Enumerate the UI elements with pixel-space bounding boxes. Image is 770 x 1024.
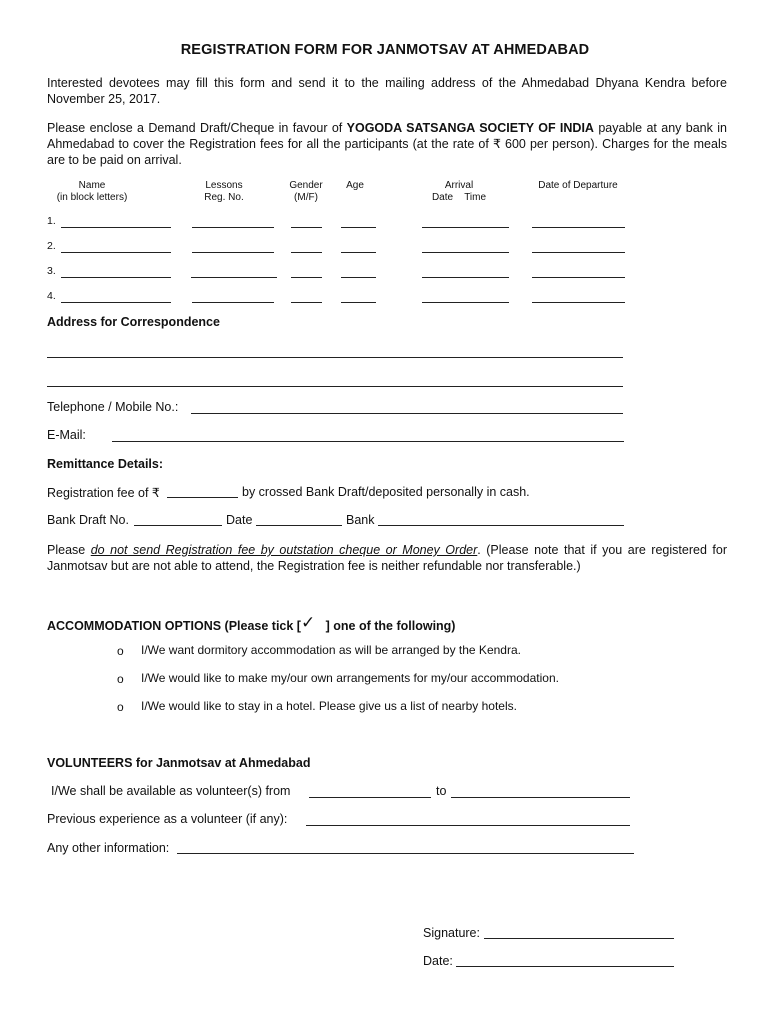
accommodation-option-own: I/We would like to make my/our own arrangements for my/our accommodation. (141, 671, 559, 685)
name-field[interactable] (61, 277, 171, 278)
departure-field[interactable] (532, 252, 625, 253)
accommodation-option-dormitory: I/We want dormitory accommodation as will be arranged by the Kendra. (141, 643, 521, 657)
gender-field[interactable] (291, 252, 322, 253)
volunteers-heading: VOLUNTEERS for Janmotsav at Ahmedabad (47, 756, 311, 770)
col-arrival: Arrival Date Time (431, 180, 487, 203)
lessons-field[interactable] (192, 227, 274, 228)
age-field[interactable] (341, 277, 376, 278)
available-to-label: to (436, 784, 447, 798)
other-info-field[interactable] (177, 853, 634, 854)
arrival-field[interactable] (422, 227, 509, 228)
option-bullet[interactable]: o (117, 700, 124, 714)
draft-date-field[interactable] (256, 525, 342, 526)
col-name: Name (in block letters) (56, 180, 128, 203)
date-field[interactable] (456, 966, 674, 967)
row-number: 1. (47, 215, 56, 227)
address-line-1[interactable] (47, 357, 623, 358)
age-field[interactable] (341, 227, 376, 228)
email-label: E-Mail: (47, 428, 86, 442)
date-label: Date: (423, 954, 453, 968)
name-field[interactable] (61, 302, 171, 303)
row-number: 3. (47, 265, 56, 277)
telephone-field[interactable] (191, 413, 623, 414)
experience-field[interactable] (306, 825, 630, 826)
address-heading: Address for Correspondence (47, 315, 220, 329)
address-line-2[interactable] (47, 386, 623, 387)
row-number: 2. (47, 240, 56, 252)
available-label: I/We shall be available as volunteer(s) from (51, 784, 291, 798)
other-info-label: Any other information: (47, 841, 170, 855)
row-number: 4. (47, 290, 56, 302)
org-name: YOGODA SATSANGA SOCIETY OF INDIA (346, 121, 594, 135)
arrival-field[interactable] (422, 302, 509, 303)
accommodation-heading: ACCOMMODATION OPTIONS (Please tick [✓ ] one of the following) (47, 613, 456, 633)
signature-field[interactable] (484, 938, 674, 939)
fee-field[interactable] (167, 497, 238, 498)
available-to-field[interactable] (451, 797, 630, 798)
gender-field[interactable] (291, 277, 322, 278)
arrival-field[interactable] (422, 252, 509, 253)
name-field[interactable] (61, 252, 171, 253)
experience-label: Previous experience as a volunteer (if any): (47, 812, 288, 826)
col-departure: Date of Departure (538, 180, 618, 191)
intro-text: Interested devotees may fill this form and send it to the mailing address of the Ahmedabad Dhyana Kendra before November 25, 2017. (47, 76, 727, 106)
remittance-heading: Remittance Details: (47, 457, 164, 471)
lessons-field[interactable] (192, 252, 274, 253)
name-field[interactable] (61, 227, 171, 228)
bank-field[interactable] (378, 525, 624, 526)
draft-date-label: Date (226, 513, 253, 527)
arrival-field[interactable] (422, 277, 509, 278)
col-age: Age (346, 180, 364, 191)
departure-field[interactable] (532, 227, 625, 228)
available-from-field[interactable] (309, 797, 431, 798)
departure-field[interactable] (532, 277, 625, 278)
col-gender: Gender (M/F) (289, 180, 323, 203)
draft-field[interactable] (134, 525, 222, 526)
age-field[interactable] (341, 302, 376, 303)
fee-method-text: by crossed Bank Draft/deposited personally in cash. (242, 485, 530, 499)
draft-label: Bank Draft No. (47, 513, 129, 527)
page-title: REGISTRATION FORM FOR JANMOTSAV AT AHMEDABAD (180, 42, 590, 58)
signature-label: Signature: (423, 926, 480, 940)
option-bullet[interactable]: o (117, 672, 124, 686)
gender-field[interactable] (291, 227, 322, 228)
departure-field[interactable] (532, 302, 625, 303)
col-lessons: Lessons Reg. No. (204, 180, 244, 203)
accommodation-option-hotel: I/We would like to stay in a hotel. Please give us a list of nearby hotels. (141, 699, 517, 713)
email-field[interactable] (112, 441, 624, 442)
gender-field[interactable] (291, 302, 322, 303)
lessons-field[interactable] (192, 302, 274, 303)
lessons-field[interactable] (191, 277, 277, 278)
enclose-text: Please enclose a Demand Draft/Cheque in favour of YOGODA SATSANGA SOCIETY OF INDIA payable at any bank in Ahmedabad to cover the Registration fees for all the participants (at the rate of ₹ 600 per person). Charges for the meals are to be paid on arrival. (47, 121, 727, 167)
telephone-label: Telephone / Mobile No.: (47, 400, 179, 414)
option-bullet[interactable]: o (117, 644, 124, 658)
remittance-note: Please do not send Registration fee by outstation cheque or Money Order. (Please note that if you are registered for Janmotsav but are not able to attend, the Registration fee is neither refundable nor transferable.) (47, 543, 727, 573)
fee-label: Registration fee of ₹ (47, 486, 160, 500)
age-field[interactable] (341, 252, 376, 253)
bank-label: Bank (346, 513, 375, 527)
tick-icon: ✓ (300, 613, 316, 632)
